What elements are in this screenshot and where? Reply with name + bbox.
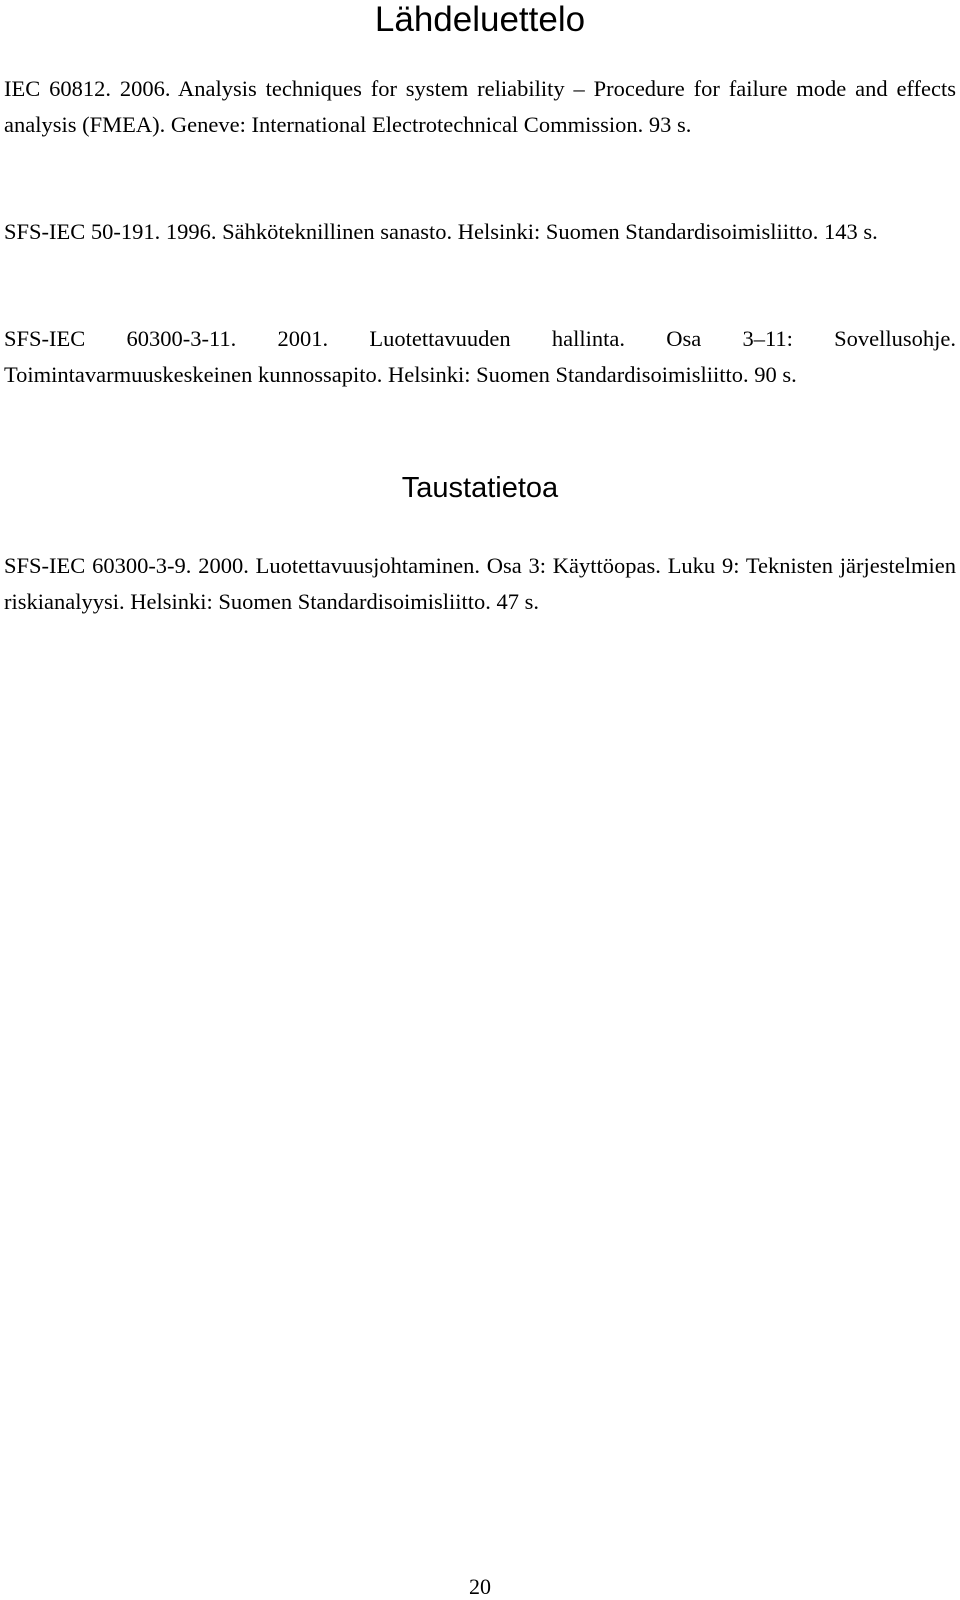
background-heading: Taustatietoa [401, 472, 559, 504]
bibliography-heading: Lähdeluettelo [374, 0, 586, 39]
reference-entry: SFS-IEC 50-191. 1996. Sähköteknillinen sanasto. Helsinki: Suomen Standardisoimisliitto. 143 s. [4, 219, 878, 244]
reference-entry: IEC 60812. 2006. Analysis techniques for system reliability – Procedure for failure mode and effects analysis (FMEA). Geneve: International Electrotechnical Commission. 93 s. [4, 76, 956, 137]
page-number: 20 [469, 1574, 491, 1599]
background-reference-entry: SFS-IEC 60300-3-9. 2000. Luotettavuusjohtaminen. Osa 3: Käyttöopas. Luku 9: Teknisten järjestelmien riskianalyysi. Helsinki: Suomen Standardisoimisliitto. 47 s. [4, 553, 956, 614]
document-page [4, 0, 956, 1600]
reference-entry: SFS-IEC 60300-3-11. 2001. Luotettavuuden hallinta. Osa 3–11: Sovellusohje. Toimintavarmuuskeskeinen kunnossapito. Helsinki: Suomen Standardisoimisliitto. 90 s. [4, 326, 956, 387]
